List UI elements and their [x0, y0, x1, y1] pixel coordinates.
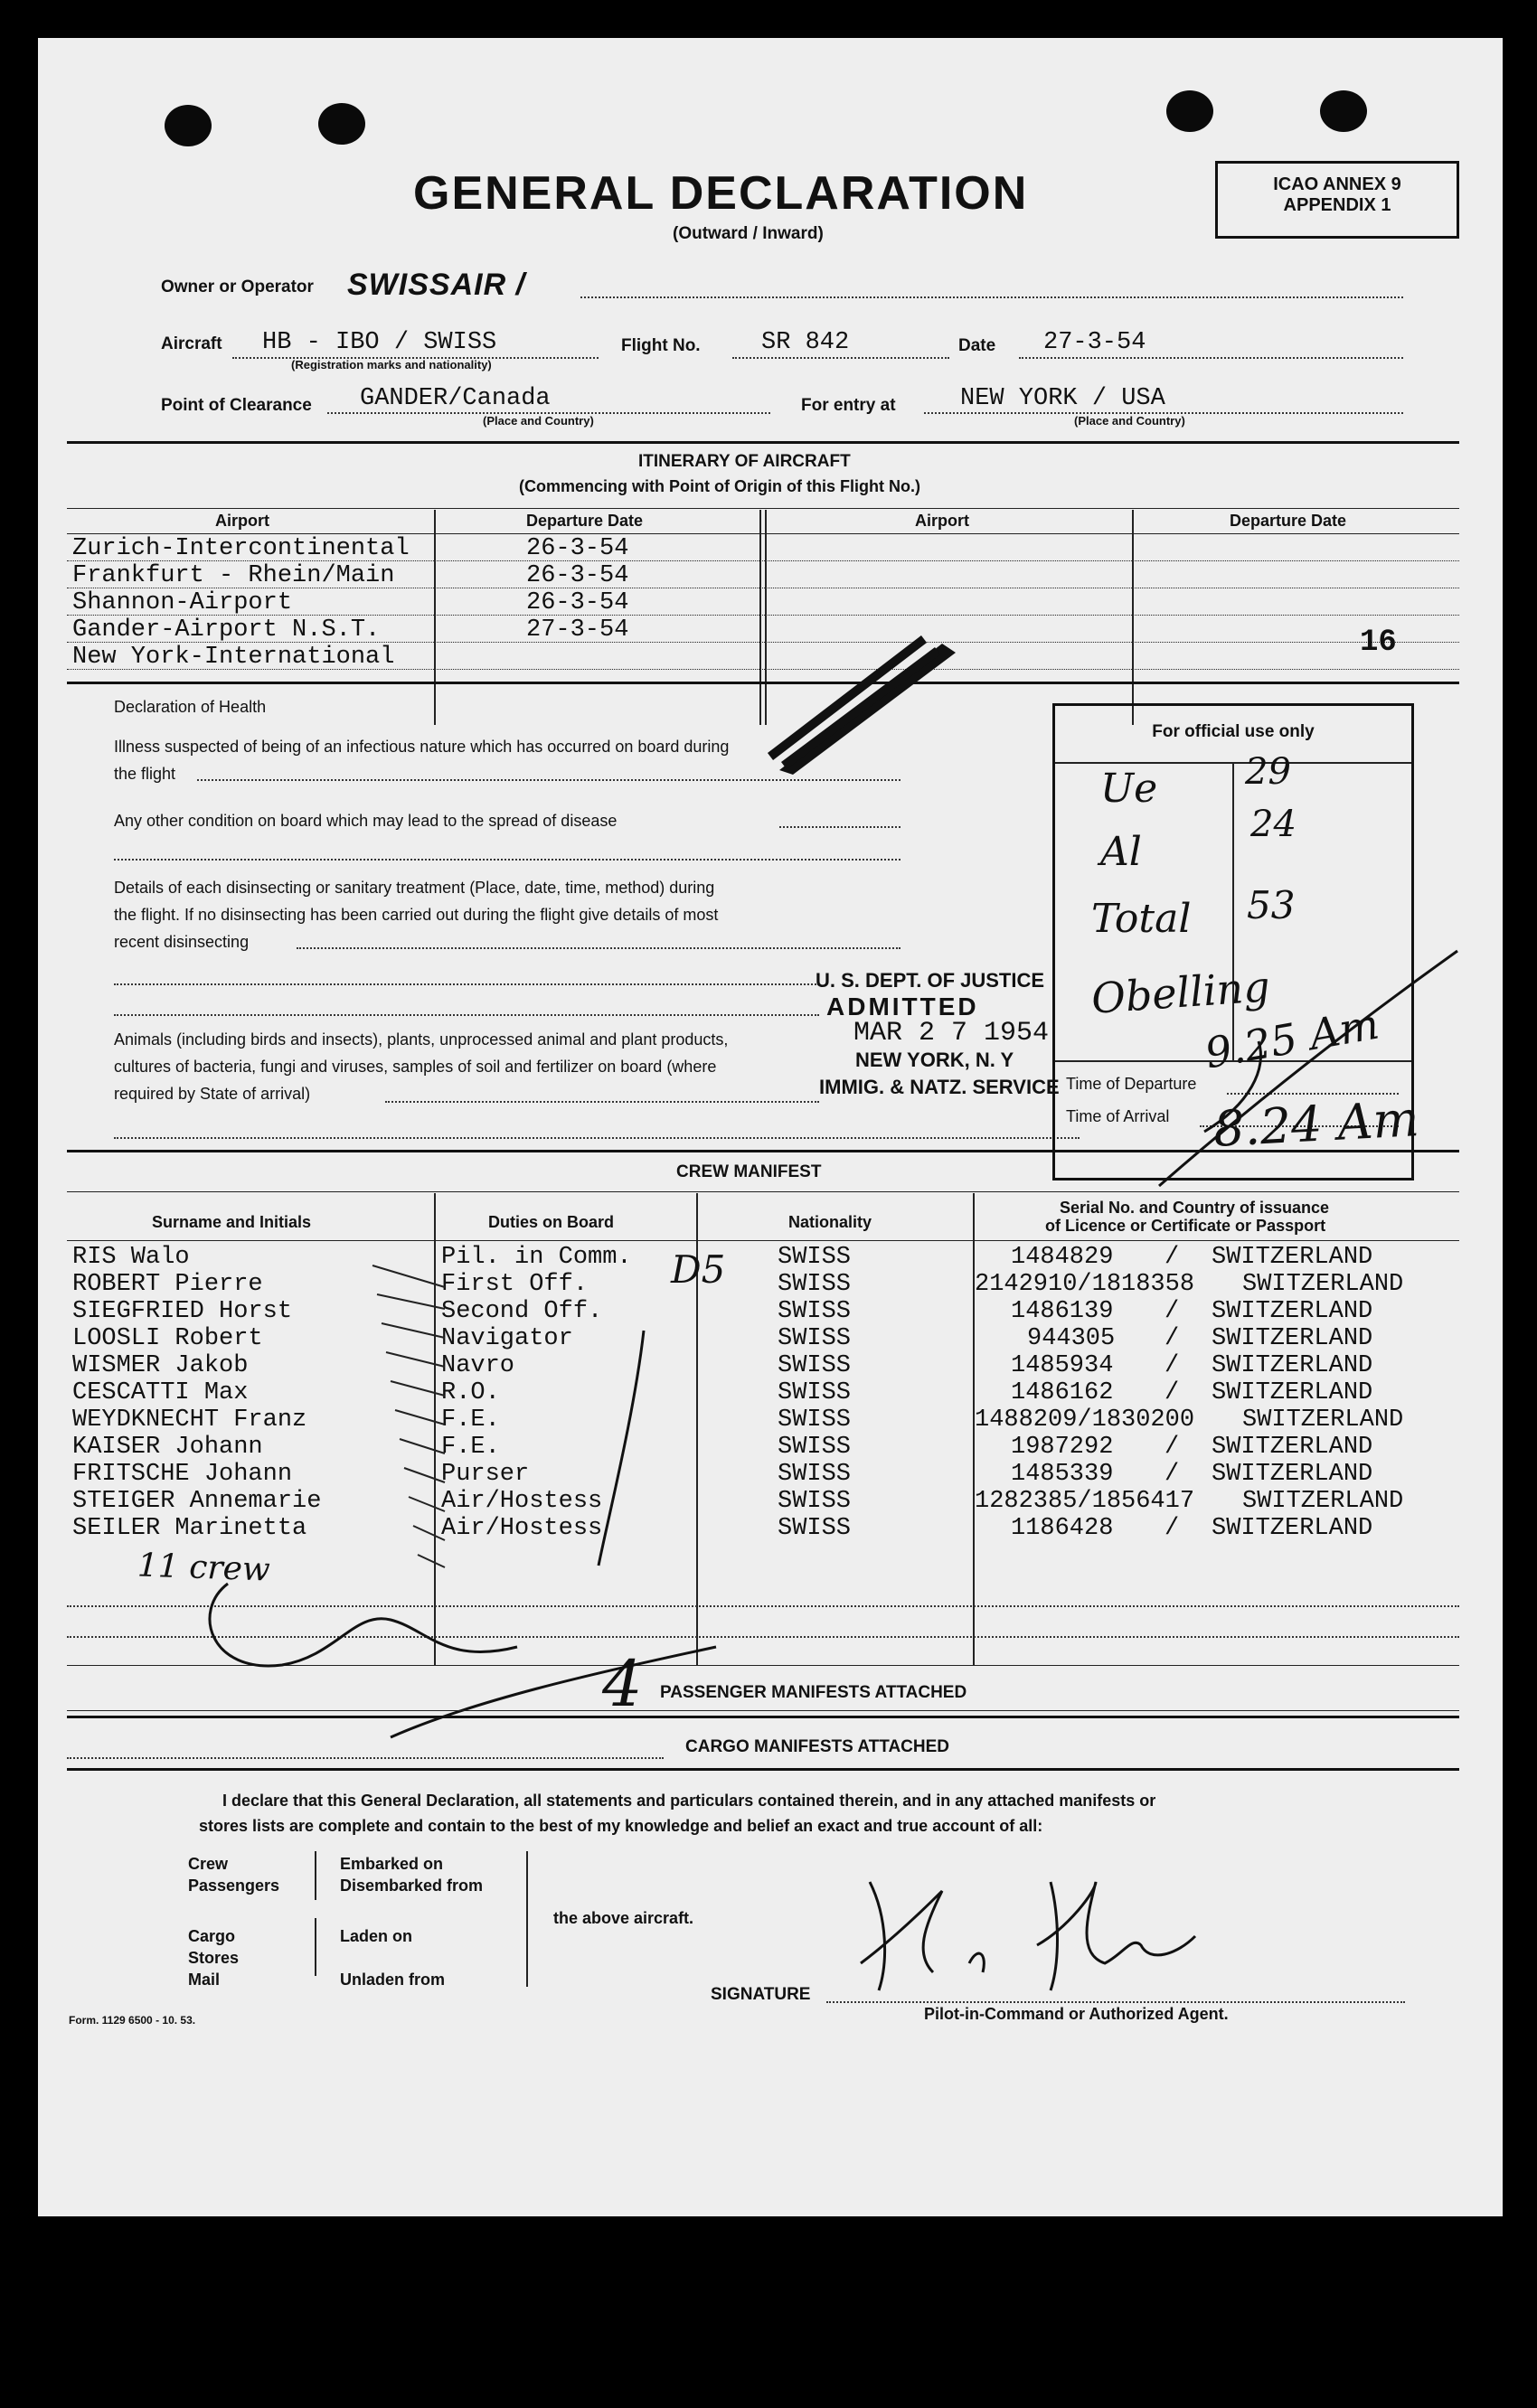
arrival-time-label: Time of Arrival [1066, 1107, 1170, 1125]
cargo-lead-line [67, 1757, 664, 1759]
crew-country: SWITZERLAND [1212, 1379, 1373, 1406]
crew-serial: 1485934 [1011, 1352, 1114, 1379]
crew-separator [1165, 1271, 1179, 1298]
clearance-note: (Place and Country) [483, 414, 594, 428]
declaration-form [38, 38, 1503, 2216]
crew-separator [1165, 1488, 1179, 1515]
decl-spacer [188, 1896, 279, 1925]
crew-duty: F.E. [441, 1406, 500, 1434]
owner-label: Owner or Operator [161, 277, 314, 296]
itinerary-col-line [1132, 510, 1134, 725]
crew-header-line [67, 1240, 1459, 1241]
departure-time-handwritten: 9.25 Am [1201, 999, 1383, 1078]
crew-nationality: SWISS [778, 1244, 852, 1271]
section-rule [67, 441, 1459, 444]
crew-nationality: SWISS [778, 1434, 852, 1461]
crew-handwritten-count: 4 [602, 1647, 643, 1721]
official-hw-left: Al [1100, 829, 1142, 875]
official-title: For official use only [1152, 722, 1315, 741]
decl-crew: Crew [188, 1855, 229, 1873]
official-hw-right: 29 [1245, 751, 1291, 793]
stamp-line5: IMMIG. & NATZ. SERVICE [819, 1076, 1060, 1098]
crew-check-marks [174, 1249, 806, 1755]
health-line [114, 983, 819, 985]
crew-duty: Navigator [441, 1325, 573, 1352]
signature-note: Pilot-in-Command or Authorized Agent. [924, 2005, 1229, 2023]
stamp-line3: MAR 2 7 1954 [853, 1018, 1050, 1049]
crew-name: WEYDKNECHT Franz [72, 1406, 307, 1434]
punch-hole [318, 103, 365, 145]
crew-serial: 1485339 [1011, 1461, 1114, 1488]
manifest-line [67, 1710, 1459, 1711]
declaration-line2: stores lists are complete and contain to the best of my knowledge and belief an exact and true account of all: [199, 1817, 1043, 1835]
health-line [114, 1137, 1080, 1139]
decl-unladen: Unladen from [340, 1971, 446, 1989]
decl-stores: Stores [188, 1949, 240, 1967]
section-rule [67, 682, 1459, 684]
crew-name: SIEGFRIED Horst [72, 1298, 293, 1325]
itinerary-airport: Shannon-Airport [72, 589, 293, 616]
form-number: Form. 1129 6500 - 10. 53. [69, 2014, 196, 2027]
crew-country: SWITZERLAND [1212, 1434, 1373, 1461]
health-line [297, 947, 901, 949]
declaration-col2 [340, 1853, 483, 1990]
stamp-line4: NEW YORK, N. Y [855, 1049, 1014, 1071]
page-subtitle: (Outward / Inward) [673, 224, 824, 243]
crew-duty: Pil. in Comm. [441, 1244, 632, 1271]
stamp-line1: U. S. DEPT. OF JUSTICE [816, 969, 1045, 992]
owner-value: SWISSAIR / [347, 268, 526, 302]
itinerary-airport: Frankfurt - Rhein/Main [72, 562, 395, 589]
crew-serial: 1486162 [1011, 1379, 1114, 1406]
itinerary-header-airport2: Airport [915, 512, 969, 530]
decl-spacer [340, 1947, 483, 1969]
date-value: 27-3-54 [1043, 329, 1146, 356]
departure-time-label: Time of Departure [1066, 1075, 1197, 1093]
crew-duty: First Off. [441, 1271, 589, 1298]
itinerary-header-date: Departure Date [526, 512, 644, 530]
crew-serial: 1484829 [1011, 1244, 1114, 1271]
crew-header-serial2: of Licence or Certificate or Passport [1045, 1217, 1326, 1235]
health-q2: Any other condition on board which may lead to the spread of disease [114, 812, 618, 830]
aircraft-label: Aircraft [161, 334, 222, 353]
crew-country: SWITZERLAND [1212, 1515, 1373, 1542]
punch-hole [1166, 90, 1213, 132]
crew-separator: / [1165, 1461, 1180, 1488]
official-hw-left: Ue [1100, 766, 1158, 812]
itinerary-row-line [67, 560, 1459, 561]
itinerary-date: 26-3-54 [526, 589, 629, 616]
health-q3a: Details of each disinsecting or sanitary treatment (Place, date, time, method) during [114, 879, 715, 897]
decl-laden: Laden on [340, 1927, 412, 1945]
crew-name: LOOSLI Robert [72, 1325, 263, 1352]
crew-separator: / [1165, 1379, 1180, 1406]
itinerary-date: 27-3-54 [526, 616, 629, 644]
clearance-value: GANDER/Canada [360, 385, 551, 412]
crew-duty: Air/Hostess [441, 1488, 603, 1515]
crew-top-line [67, 1191, 1459, 1192]
annex-box [1215, 161, 1459, 239]
page-title: GENERAL DECLARATION [413, 167, 1029, 220]
aircraft-value: HB - IBO / SWISS [262, 329, 497, 356]
health-q3b: the flight. If no disinsecting has been carried out during the flight give details of most [114, 906, 719, 924]
declaration-col1 [188, 1853, 279, 1990]
entry-label: For entry at [801, 396, 896, 415]
crew-serial: 2142910/1818358 [975, 1271, 1195, 1298]
crew-country: SWITZERLAND [1242, 1271, 1404, 1298]
crew-name: ROBERT Pierre [72, 1271, 263, 1298]
entry-value: NEW YORK / USA [960, 385, 1165, 412]
itinerary-dates [526, 535, 628, 644]
crew-nationality: SWISS [778, 1488, 852, 1515]
crew-serial: 1186428 [1011, 1515, 1114, 1542]
health-q4c: required by State of arrival) [114, 1085, 311, 1103]
itinerary-header-line [67, 533, 1459, 534]
crew-separator: / [1165, 1298, 1180, 1325]
annex-line1: ICAO ANNEX 9 [1273, 174, 1401, 194]
itinerary-header-date2: Departure Date [1230, 512, 1347, 530]
itinerary-airport: New York-International [72, 644, 395, 671]
crew-name: FRITSCHE Johann [72, 1461, 293, 1488]
decl-bracket [526, 1851, 528, 1987]
flight-label: Flight No. [621, 336, 701, 355]
section-rule [67, 1150, 1459, 1152]
itinerary-airport: Zurich-Intercontinental [72, 535, 410, 562]
aircraft-note: (Registration marks and nationality) [291, 358, 492, 372]
crew-nationality: SWISS [778, 1515, 852, 1542]
crew-duty: Second Off. [441, 1298, 603, 1325]
official-hw-right: 53 [1247, 883, 1296, 927]
punch-hole [1320, 90, 1367, 132]
health-line [779, 826, 901, 828]
redaction-scribble [761, 598, 978, 779]
section-rule [67, 1768, 1459, 1771]
crew-separator: / [1165, 1434, 1180, 1461]
crew-name: KAISER Johann [72, 1434, 263, 1461]
itinerary-title: ITINERARY OF AIRCRAFT [638, 452, 851, 471]
itinerary-date: 26-3-54 [526, 562, 629, 589]
annex-line2: APPENDIX 1 [1283, 195, 1391, 215]
crew-country: SWITZERLAND [1212, 1461, 1373, 1488]
crew-nationality: SWISS [778, 1379, 852, 1406]
crew-header-nationality: Nationality [788, 1213, 872, 1231]
health-line [197, 779, 901, 781]
itinerary-date: 26-3-54 [526, 535, 629, 562]
crew-duty: Purser [441, 1461, 530, 1488]
date-label: Date [958, 336, 996, 355]
crew-handwritten-note: 11 crew [137, 1547, 271, 1589]
crew-serial: 1282385/1856417 [975, 1488, 1195, 1515]
decl-bracket [315, 1918, 316, 1976]
crew-separator [1165, 1406, 1179, 1434]
crew-name: WISMER Jakob [72, 1352, 249, 1379]
crew-separator: / [1165, 1325, 1180, 1352]
crew-nationality: SWISS [778, 1325, 852, 1352]
crew-duty: R.O. [441, 1379, 500, 1406]
crew-nationality: SWISS [778, 1461, 852, 1488]
health-line [114, 1014, 819, 1016]
crew-serial: 1488209/1830200 [975, 1406, 1195, 1434]
crew-name: SEILER Marinetta [72, 1515, 307, 1542]
health-q4b: cultures of bacteria, fungi and viruses, samples of soil and fertilizer on board (where [114, 1058, 717, 1076]
crew-handwritten-ds: D5 [671, 1247, 726, 1292]
official-hw-sign: Obelling [1089, 962, 1272, 1023]
declaration-line1: I declare that this General Declaration, all statements and particulars contained therein, and in any attached manifests or [222, 1792, 1156, 1810]
crew-name: CESCATTI Max [72, 1379, 249, 1406]
crew-country: SWITZERLAND [1212, 1325, 1373, 1352]
itinerary-airport: Gander-Airport N.S.T. [72, 616, 381, 644]
page-number: 16 [1360, 626, 1397, 660]
owner-line [580, 296, 1403, 298]
entry-note: (Place and Country) [1074, 414, 1185, 428]
official-hw-right: 24 [1250, 804, 1297, 845]
crew-countries [1212, 1244, 1403, 1542]
health-line [114, 859, 901, 861]
crew-duty: Air/Hostess [441, 1515, 603, 1542]
health-q3c: recent disinsecting [114, 933, 250, 951]
crew-name: RIS Walo [72, 1244, 190, 1271]
decl-mail: Mail [188, 1971, 221, 1989]
health-q1b: the flight [114, 765, 176, 783]
itinerary-col-line [434, 510, 436, 725]
health-line [385, 1101, 819, 1103]
crew-title: CREW MANIFEST [676, 1162, 822, 1181]
decl-embarked: Embarked on [340, 1855, 444, 1873]
itinerary-header-airport: Airport [215, 512, 269, 530]
punch-hole [165, 105, 212, 146]
crew-country: SWITZERLAND [1212, 1244, 1373, 1271]
stamp-line2: ADMITTED [826, 992, 979, 1021]
decl-spacer [340, 1896, 483, 1925]
crew-serials [975, 1244, 1194, 1542]
decl-passengers: Passengers [188, 1877, 280, 1895]
crew-separator: / [1165, 1244, 1180, 1271]
crew-serial: 1486139 [1011, 1298, 1114, 1325]
clearance-label: Point of Clearance [161, 396, 312, 415]
itinerary-subtitle: (Commencing with Point of Origin of this Flight No.) [519, 477, 920, 495]
crew-header-duties: Duties on Board [488, 1213, 615, 1231]
arrival-time-handwritten: 8.24 Am [1212, 1090, 1421, 1158]
crew-nationality: SWISS [778, 1406, 852, 1434]
crew-name: STEIGER Annemarie [72, 1488, 322, 1515]
manifest-line [67, 1716, 1459, 1718]
health-q1: Illness suspected of being of an infectious nature which has occurred on board during [114, 738, 730, 756]
flight-line [732, 357, 949, 359]
crew-duty: F.E. [441, 1434, 500, 1461]
itinerary-airports [72, 535, 410, 671]
crew-separator: / [1165, 1515, 1180, 1542]
crew-serial: 944305 [1027, 1325, 1116, 1352]
official-hw-left: Total [1091, 896, 1192, 942]
decl-above-aircraft: the above aircraft. [553, 1909, 694, 1927]
crew-header-serial1: Serial No. and Country of issuance [1060, 1199, 1330, 1217]
decl-disembarked: Disembarked from [340, 1877, 484, 1895]
itinerary-top-line [67, 508, 1459, 509]
crew-separators [1165, 1244, 1179, 1542]
crew-country: SWITZERLAND [1212, 1352, 1373, 1379]
date-line [1019, 357, 1403, 359]
health-title: Declaration of Health [114, 698, 267, 716]
crew-country: SWITZERLAND [1242, 1488, 1404, 1515]
crew-serial: 1987292 [1011, 1434, 1114, 1461]
decl-cargo: Cargo [188, 1927, 236, 1945]
crew-separator: / [1165, 1352, 1180, 1379]
passenger-manifests: PASSENGER MANIFESTS ATTACHED [660, 1683, 967, 1702]
crew-country: SWITZERLAND [1242, 1406, 1404, 1434]
cargo-manifests: CARGO MANIFESTS ATTACHED [685, 1737, 950, 1756]
crew-header-name: Surname and Initials [152, 1213, 312, 1231]
signature-label: SIGNATURE [711, 1985, 811, 2004]
flight-value: SR 842 [761, 329, 850, 356]
health-q4a: Animals (including birds and insects), plants, unprocessed animal and plant products, [114, 1030, 729, 1049]
pilot-signature [834, 1864, 1231, 2008]
crew-country: SWITZERLAND [1212, 1298, 1373, 1325]
decl-bracket [315, 1851, 316, 1900]
admission-stamp [797, 969, 1060, 1099]
crew-nationality: SWISS [778, 1352, 852, 1379]
crew-nationality: SWISS [778, 1298, 852, 1325]
crew-nationality: SWISS [778, 1271, 852, 1298]
crew-duty: Navro [441, 1352, 515, 1379]
